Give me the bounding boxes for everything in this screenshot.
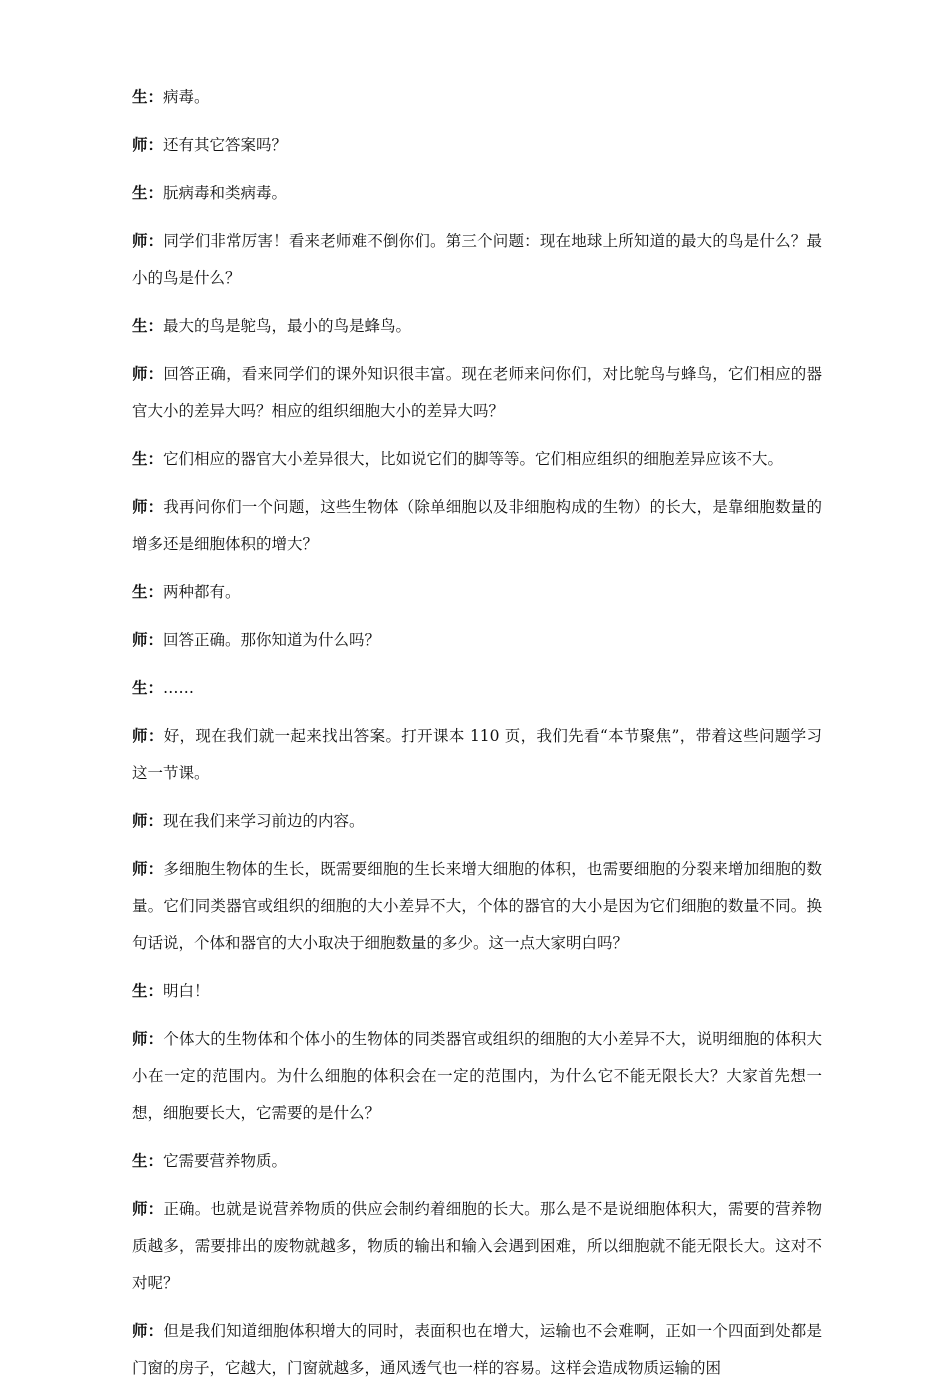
dialogue-line [132,1020,822,1132]
line-text: 它们相应的器官大小差异很大，比如说它们的脚等等。它们相应组织的细胞差异应该不大。 [163,450,784,468]
dialogue-line [132,174,822,212]
speaker-label: 生： [132,316,164,335]
speaker-label: 生： [132,449,164,468]
speaker-label: 生： [132,678,164,697]
speaker-label: 生： [132,981,164,1000]
dialogue-line [132,1312,822,1387]
speaker-label: 生： [132,87,164,106]
dialogue-line [132,1142,822,1180]
line-text: 但是我们知道细胞体积增大的同时，表面积也在增大，运输也不会难啊，正如一个四面到处都是门窗的房子，它越大，门窗就越多，通风透气也一样的容易。这样会造成物质运输的困 [132,1322,822,1377]
dialogue-line [132,669,822,707]
line-text: 回答正确，看来同学们的课外知识很丰富。现在老师来问你们，对比鸵鸟与蜂鸟，它们相应的器官大小的差异大吗？相应的组织细胞大小的差异大吗？ [132,365,822,420]
speaker-label: 生： [132,1151,164,1170]
line-text: 朊病毒和类病毒。 [163,184,288,202]
dialogue-line [132,222,822,297]
line-text: 我再问你们一个问题，这些生物体（除单细胞以及非细胞构成的生物）的长大，是靠细胞数量的增多还是细胞体积的增大？ [132,498,822,553]
line-text: 最大的鸟是鸵鸟，最小的鸟是蜂鸟。 [163,317,412,335]
line-text: 个体大的生物体和个体小的生物体的同类器官或组织的细胞的大小差异不大，说明细胞的体积大小在一定的范围内。为什么细胞的体积会在一定的范围内，为什么它不能无限长大？大家首先想一想，细胞要长大，它需要的是什么？ [132,1030,822,1122]
line-text: 正确。也就是说营养物质的供应会制约着细胞的长大。那么是不是说细胞体积大，需要的营养物质越多，需要排出的废物就越多，物质的输出和输入会遇到困难，所以细胞就不能无限长大。这对不对呢？ [132,1200,822,1292]
speaker-label: 师： [132,811,164,830]
dialogue-line [132,972,822,1010]
speaker-label: 师： [132,859,164,878]
dialogue-line [132,355,822,430]
line-text: 还有其它答案吗？ [163,136,288,154]
speaker-label: 生： [132,183,164,202]
dialogue-line [132,1190,822,1302]
line-text: 同学们非常厉害！看来老师难不倒你们。第三个问题：现在地球上所知道的最大的鸟是什么？最小的鸟是什么？ [132,232,822,287]
dialogue-line [132,717,822,792]
line-text: 多细胞生物体的生长，既需要细胞的生长来增大细胞的体积，也需要细胞的分裂来增加细胞的数量。它们同类器官或组织的细胞的大小差异不大，个体的器官的大小是因为它们细胞的数量不同。换句话说，个体和器官的大小取决于细胞数量的多少。这一点大家明白吗？ [132,860,822,952]
speaker-label: 师： [132,1199,164,1218]
speaker-label: 师： [132,135,164,154]
dialogue-line [132,802,822,840]
speaker-label: 师： [132,1029,164,1048]
line-text: 两种都有。 [163,583,241,601]
dialogue-line [132,440,822,478]
speaker-label: 师： [132,1321,164,1340]
dialogue-transcript [132,78,822,1397]
speaker-label: 师： [132,497,164,516]
line-text: 病毒。 [163,88,210,106]
line-text: …… [163,679,195,697]
line-text: 现在我们来学习前边的内容。 [163,812,365,830]
speaker-label: 师： [132,726,164,745]
dialogue-line [132,621,822,659]
line-text: 回答正确。那你知道为什么吗？ [163,631,381,649]
dialogue-line [132,126,822,164]
line-text: 明白！ [163,982,210,1000]
dialogue-line [132,850,822,962]
dialogue-line [132,307,822,345]
line-text: 好，现在我们就一起来找出答案。打开课本 110 页，我们先看“本节聚焦”，带着这些问题学习这一节课。 [132,727,822,782]
dialogue-line [132,78,822,116]
speaker-label: 生： [132,582,164,601]
line-text: 它需要营养物质。 [163,1152,288,1170]
speaker-label: 师： [132,364,164,383]
dialogue-line [132,488,822,563]
speaker-label: 师： [132,231,164,250]
dialogue-line [132,573,822,611]
speaker-label: 师： [132,630,164,649]
